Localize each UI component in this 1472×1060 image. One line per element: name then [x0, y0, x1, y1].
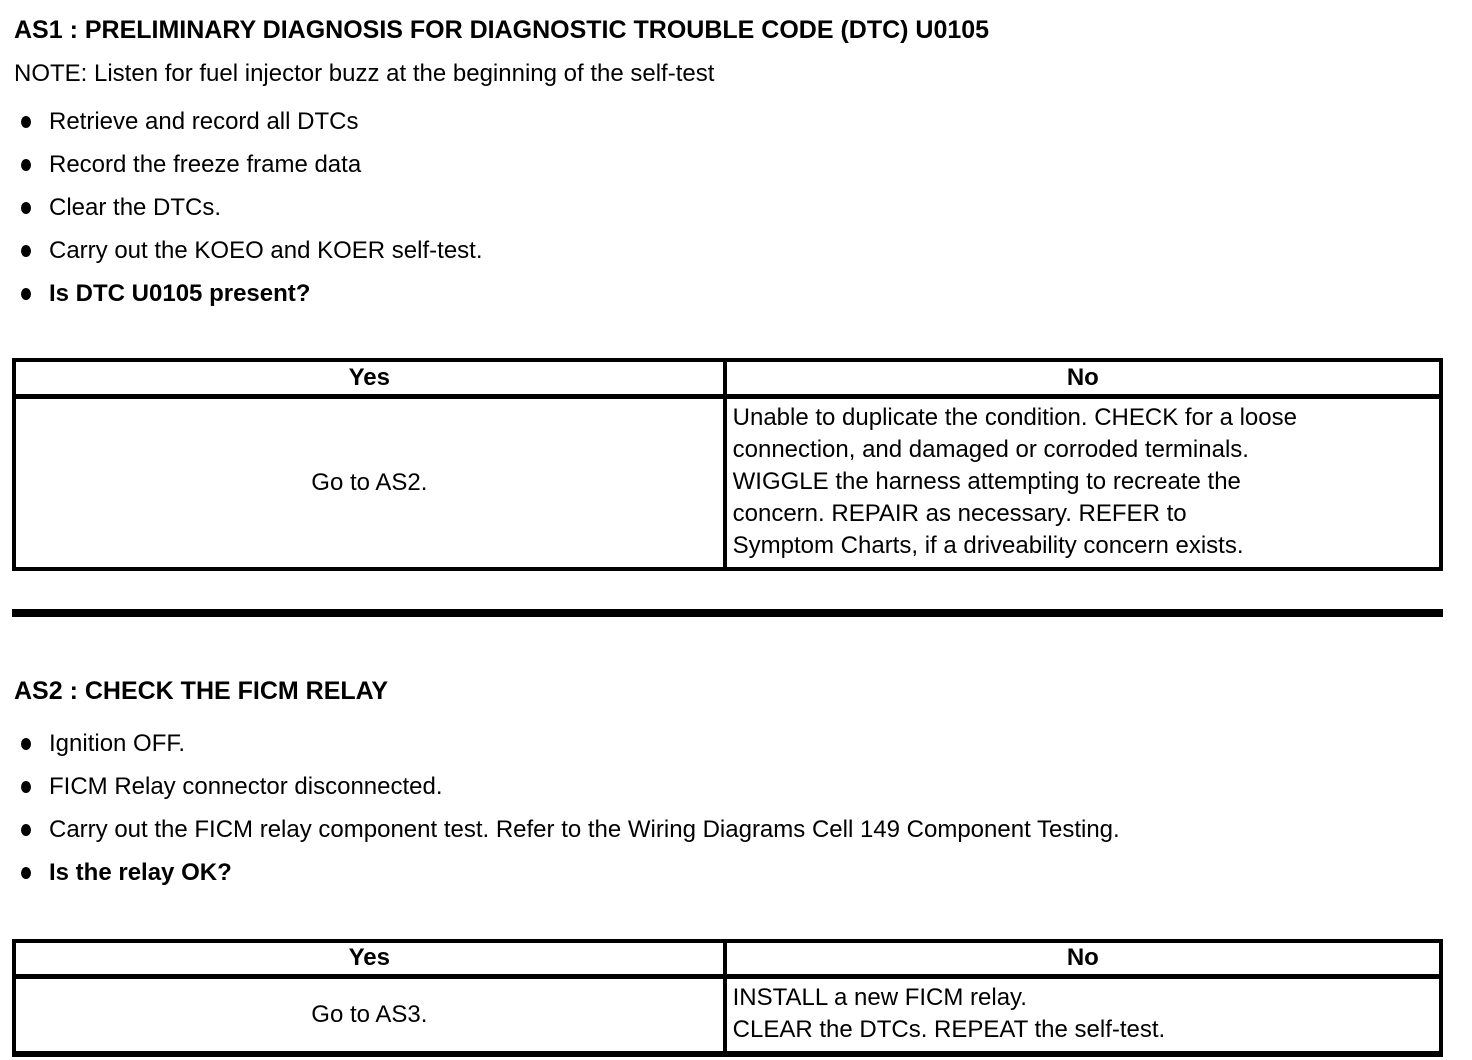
action-line: Unable to duplicate the condition. CHECK for a loose: [732, 403, 1297, 431]
bullet-icon: [21, 738, 31, 750]
yes-column-header: Yes: [14, 360, 725, 396]
bullet-icon: [21, 245, 31, 257]
action-line: concern. REPAIR as necessary. REFER to: [732, 499, 1187, 527]
as1-decision-table: [12, 358, 1443, 571]
bullet-item: [12, 816, 1443, 844]
bullet-text: Is the relay OK?: [49, 858, 232, 886]
bullet-item: [12, 151, 1443, 179]
bullet-item-question: [12, 280, 1443, 308]
action-line: CLEAR the DTCs. REPEAT the self-test.: [732, 1016, 1166, 1043]
no-column-header: No: [725, 360, 1441, 396]
as1-bullet-list: [12, 108, 1443, 308]
yes-action-cell: Go to AS2.: [14, 396, 725, 569]
bullet-item: [12, 108, 1443, 136]
yes-action-cell: Go to AS3.: [14, 977, 725, 1055]
no-action-cell: [725, 396, 1441, 569]
section-as2: [12, 677, 1443, 1058]
bullet-icon: [21, 116, 31, 128]
bullet-text: Clear the DTCs.: [49, 194, 222, 221]
as2-title: AS2 : CHECK THE FICM RELAY: [14, 676, 389, 705]
table-body-row: [14, 396, 1441, 569]
bullet-item: [12, 773, 1443, 801]
action-line: Symptom Charts, if a driveability concern exists.: [732, 531, 1244, 559]
as1-note: NOTE: Listen for fuel injector buzz at the beginning of the self-test: [14, 60, 715, 87]
bullet-text: FICM Relay connector disconnected.: [49, 772, 443, 800]
bullet-text: Carry out the KOEO and KOER self-test.: [49, 237, 483, 264]
action-line: INSTALL a new FICM relay.: [732, 984, 1027, 1011]
bullet-text: Retrieve and record all DTCs: [49, 108, 359, 135]
bullet-item: [12, 730, 1443, 758]
bullet-item: [12, 237, 1443, 265]
table-body-row: [14, 977, 1441, 1055]
section-as1: [12, 16, 1443, 571]
action-line: connection, and damaged or corroded terminals.: [732, 435, 1249, 463]
action-line: WIGGLE the harness attempting to recreate the: [732, 467, 1241, 495]
table-header-row: [14, 360, 1441, 396]
bullet-text: Ignition OFF.: [49, 729, 186, 757]
bullet-icon: [21, 781, 31, 793]
table-header-row: [14, 941, 1441, 977]
bullet-item: [12, 194, 1443, 222]
yes-column-header: Yes: [14, 941, 725, 977]
bullet-text: Is DTC U0105 present?: [49, 280, 311, 307]
as2-bullet-list: [12, 730, 1443, 887]
section-divider: [12, 609, 1443, 617]
bullet-icon: [21, 288, 31, 300]
bullet-text: Carry out the FICM relay component test. Refer to the Wiring Diagrams Cell 149 Component Testing.: [49, 815, 1120, 843]
bullet-icon: [21, 824, 31, 836]
no-column-header: No: [725, 941, 1441, 977]
no-action-cell: [725, 977, 1441, 1055]
bullet-icon: [21, 202, 31, 214]
bullet-text: Record the freeze frame data: [49, 151, 362, 178]
as2-decision-table: [12, 939, 1443, 1058]
as1-title: AS1 : PRELIMINARY DIAGNOSIS FOR DIAGNOSTIC TROUBLE CODE (DTC) U0105: [14, 16, 990, 44]
bullet-icon: [21, 867, 31, 879]
bullet-icon: [21, 159, 31, 171]
bullet-item-question: [12, 859, 1443, 887]
